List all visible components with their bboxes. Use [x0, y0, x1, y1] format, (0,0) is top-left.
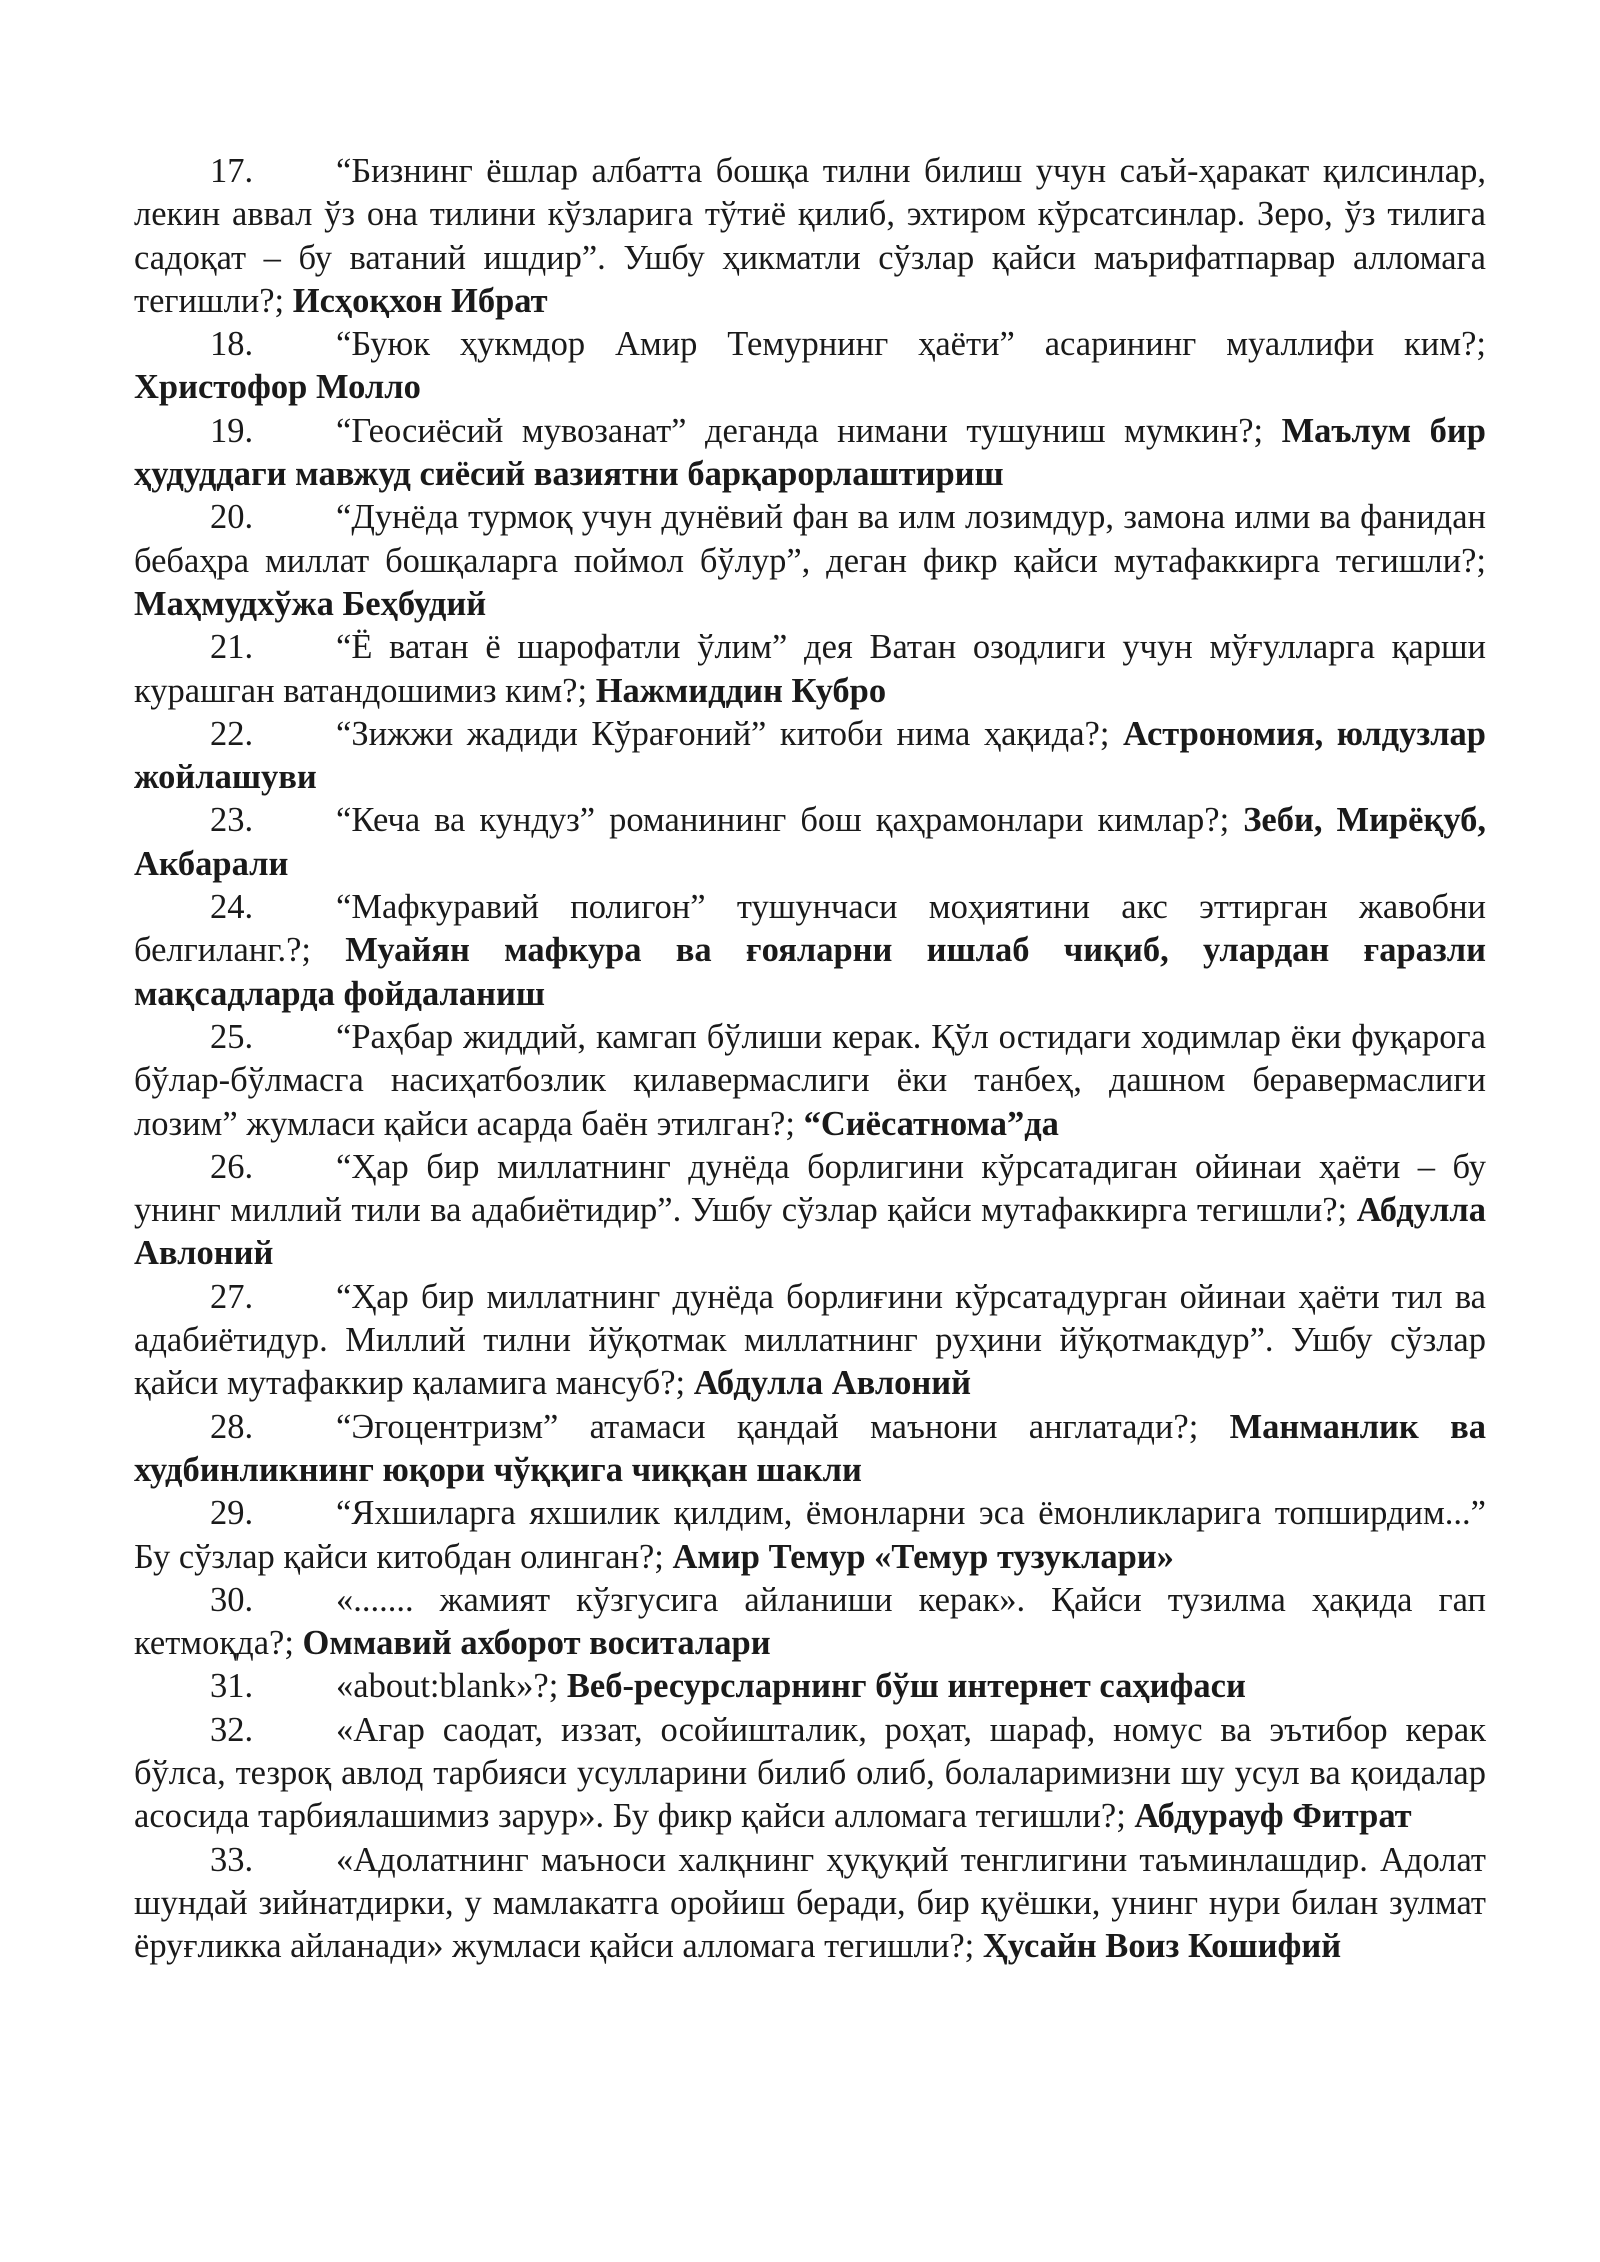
question-item-26 — [134, 1146, 1486, 1276]
question-item-18 — [134, 323, 1486, 410]
question-number: 26. — [210, 1147, 254, 1186]
question-item-19 — [134, 410, 1486, 497]
answer-text: Муайян мафкура ва ғояларни ишлаб чиқиб, улардан ғаразли мақсадларда фойдаланиш — [134, 931, 1486, 1013]
question-number: 31. — [210, 1667, 254, 1706]
question-text: «Адолатнинг маъноси халқнинг ҳуқуқий тенглигини таъминлашдир. Адолат шундай зийнатдирки, у мамлакатга оройиш беради, бир қуёшки, унинг нури билан зулмат ёруғликка айланади» жумласи қайси алломага тегишли?; — [134, 1840, 1486, 1966]
question-item-27 — [134, 1276, 1486, 1406]
answer-text: Манманлик ва худбинликнинг юқори чўққига чиққан шакли — [134, 1407, 1486, 1489]
question-text: “Зижжи жадиди Кўрағоний” китоби нима ҳақида?; — [336, 714, 1110, 753]
answer-text: “Сиёсатнома”да — [803, 1104, 1059, 1143]
question-number: 20. — [210, 498, 254, 537]
question-text: “Ё ватан ё шарофатли ўлим” дея Ватан озодлиги учун мўғулларга қарши курашган ватандошимиз ким?; — [134, 628, 1486, 710]
question-text: “Эгоцентризм” атамаси қандай маънони англатади?; — [336, 1407, 1199, 1446]
question-item-33 — [134, 1839, 1486, 1969]
question-text: “Ҳар бир миллатнинг дунёда борлигини кўрсатадиган ойинаи ҳаёти – бу унинг миллий тили ва адабиётидир”. Ушбу сўзлар қайси мутафаккирга тегишли?; — [134, 1147, 1486, 1230]
question-item-30 — [134, 1579, 1486, 1666]
question-number: 25. — [210, 1017, 254, 1056]
document-page — [134, 150, 1486, 1968]
answer-text: Абдурауф Фитрат — [1134, 1797, 1412, 1836]
question-number: 22. — [210, 714, 254, 753]
question-item-24 — [134, 886, 1486, 1016]
question-item-28 — [134, 1406, 1486, 1493]
answer-text: Абдулла Авлоний — [134, 1191, 1486, 1273]
answer-text: Зеби, Мирёқуб, Акбарали — [134, 801, 1487, 883]
answer-text: Маълум бир ҳудуддаги мавжуд сиёсий вазиятни барқарорлаштириш — [134, 411, 1486, 494]
question-item-21 — [134, 626, 1486, 713]
question-item-31 — [134, 1665, 1486, 1708]
question-number: 19. — [210, 411, 254, 450]
question-text: “Мафкуравий полигон” тушунчаси моҳиятини акс эттирган жавобни белгиланг.?; — [134, 888, 1486, 970]
answer-text: Христофор Молло — [134, 368, 421, 407]
question-number: 27. — [210, 1277, 254, 1316]
question-text: «....... жамият кўзгусига айланиши керак». Қайси тузилма ҳақида гап кетмоқда?; — [134, 1580, 1486, 1663]
answer-text: Исҳоқхон Ибрат — [292, 281, 548, 320]
question-text: “Бизнинг ёшлар албатта бошқа тилни билиш учун саъй-ҳаракат қилсинлар, лекин аввал ўз она тилини кўзларига тўтиё қилиб, эхтиром кўрсатсинлар. Зеро, ўз тилига садоқат – бу ватаний ишдир”. Ушбу ҳикматли сўзлар қайси маърифатпарвар алломага тегишли?; — [134, 152, 1486, 320]
question-number: 33. — [210, 1840, 254, 1879]
question-number: 30. — [210, 1580, 254, 1619]
answer-text: Ҳусайн Воиз Кошифий — [982, 1927, 1342, 1966]
answer-text: Астрономия, юлдузлар жойлашуви — [134, 714, 1486, 797]
answer-text: Веб-ресурсларнинг бўш интернет саҳифаси — [566, 1667, 1246, 1706]
question-item-23 — [134, 799, 1486, 886]
question-number: 29. — [210, 1494, 254, 1533]
answer-text: Оммавий ахборот воситалари — [302, 1624, 771, 1663]
answer-text: Нажмиддин Кубро — [595, 671, 887, 710]
question-text: “Яхшиларга яхшилик қилдим, ёмонларни эса ёмонликларига топширдим...” Бу сўзлар қайси китобдан олинган?; — [134, 1494, 1486, 1576]
question-text: “Геосиёсий мувозанат” деганда нимани тушуниш мумкин?; — [336, 411, 1264, 450]
question-text: “Ҳар бир миллатнинг дунёда борлиғини кўрсатадурган ойинаи ҳаёти тил ва адабиётидур. Миллий тилни йўқотмак миллатнинг руҳини йўқотмакдур”. Ушбу сўзлар қайси мутафаккир қаламига мансуб?; — [134, 1277, 1486, 1403]
question-text: “Буюк ҳукмдор Амир Темурнинг ҳаёти” асарининг муаллифи ким?; — [336, 325, 1486, 364]
answer-text: Маҳмудхўжа Беҳбудий — [134, 584, 487, 623]
question-item-32 — [134, 1709, 1486, 1839]
question-item-29 — [134, 1492, 1486, 1579]
question-number: 17. — [210, 152, 254, 190]
answer-text: Абдулла Авлоний — [693, 1364, 972, 1403]
question-text: “Дунёда турмоқ учун дунёвий фан ва илм лозимдур, замона илми ва фанидан бебаҳра миллат бошқаларга поймол бўлур”, деган фикр қайси мутафаккирга тегишли?; — [134, 498, 1486, 580]
question-text: “Раҳбар жиддий, камгап бўлиши керак. Қўл остидаги ходимлар ёки фуқарога бўлар-бўлмасга насиҳатбозлик қилавермаслиги ёки танбеҳ, дашном беравермаслиги лозим” жумласи қайси асарда баён этилган?; — [134, 1017, 1486, 1143]
question-number: 32. — [210, 1710, 254, 1749]
question-item-20 — [134, 496, 1486, 626]
question-number: 21. — [210, 628, 254, 667]
question-text: «Агар саодат, иззат, осойишталик, роҳат, шараф, номус ва эътибор керак бўлса, тезроқ авлод тарбияси усулларини билиб олиб, болаларимизни шу усул ва қоидалар асосида тарбиялашимиз зарур». Бу фикр қайси алломага тегишли?; — [134, 1710, 1486, 1836]
question-number: 24. — [210, 888, 254, 927]
answer-text: Амир Темур «Темур тузуклари» — [672, 1537, 1174, 1576]
question-number: 23. — [210, 801, 254, 840]
question-number: 18. — [210, 325, 254, 364]
question-text: “Кеча ва кундуз” романининг бош қаҳрамонлари кимлар?; — [336, 801, 1230, 840]
question-number: 28. — [210, 1407, 254, 1446]
question-item-25 — [134, 1016, 1486, 1146]
question-text: «about:blank»?; — [336, 1667, 559, 1706]
question-item-22 — [134, 713, 1486, 800]
question-item-17 — [134, 150, 1486, 323]
